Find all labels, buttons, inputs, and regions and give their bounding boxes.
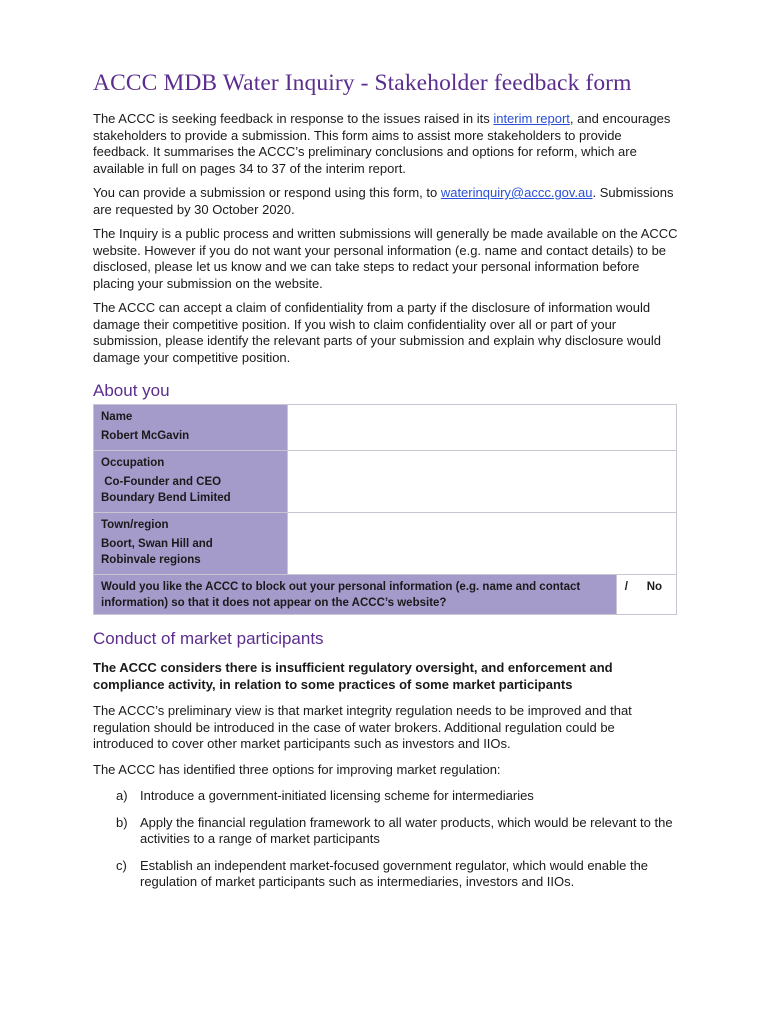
email-link[interactable]: waterinquiry@accc.gov.au [440,185,593,200]
about-you-table [93,404,677,615]
name-row [94,405,677,451]
conduct-paragraph-2: The ACCC has identified three options for improving market regulation: [93,761,501,777]
intro-paragraph-1 [93,111,678,177]
town-value-line-2[interactable]: Robinvale regions [101,554,201,566]
option-marker: a) [116,788,128,803]
privacy-row [94,575,677,615]
intro-paragraph-4: The ACCC can accept a claim of confidentiality from a party if the disclosure of information would damage their competitive position. If you wish to claim confidentiality over all or part of your submission, please identify the relevant parts of your submission and explain why disclosure would damage your competitive position. [93,300,661,365]
name-value[interactable]: Robert McGavin [101,430,190,442]
occupation-label: Occupation [101,457,165,469]
town-field[interactable] [288,513,677,575]
privacy-answer-value[interactable]: No [646,581,663,593]
occupation-value-line-1[interactable]: Co-Founder and CEO [101,476,222,488]
town-value-line-1[interactable]: Boort, Swan Hill and [101,538,213,550]
occupation-value-line-2[interactable]: Boundary Bend Limited [101,492,231,504]
option-marker: c) [116,857,127,873]
town-label: Town/region [101,519,169,531]
name-field[interactable] [288,405,677,451]
about-you-heading: About you [93,381,170,400]
intro-paragraph-2 [93,185,678,218]
option-item [93,815,678,848]
option-text: Establish an independent market-focused government regulator, which would enable the regulation of market participants such as intermediaries, investors and IIOs. [140,857,649,889]
name-label-cell [94,405,288,451]
conduct-lead-statement: The ACCC considers there is insufficient regulatory oversight, and enforcement and compliance activity, in relation to some practices of some market participants [93,660,613,692]
intro-text: You can provide a submission or respond using this form, to [93,185,441,200]
name-label: Name [101,411,133,423]
conduct-paragraph-1: The ACCC’s preliminary view is that market integrity regulation needs to be improved and that regulation should be introduced in the case of water brokers. Additional regulation could be introduced to cover other market participants such as investors and IIOs. [93,703,632,751]
option-item [93,858,678,891]
occupation-row [94,451,677,513]
intro-text: The ACCC is seeking feedback in response to the issues raised in its [93,111,494,126]
page-title: ACCC MDB Water Inquiry - Stakeholder feedback form [93,70,632,96]
intro-text: . Submissions are requested by 30 October 2020. [93,185,674,217]
occupation-label-cell [94,451,288,513]
privacy-answer-field[interactable] [616,575,676,615]
options-list [93,788,678,891]
option-text: Introduce a government-initiated licensing scheme for intermediaries [140,788,534,803]
town-row [94,513,677,575]
conduct-heading: Conduct of market participants [93,629,324,648]
intro-paragraph-3: The Inquiry is a public process and written submissions will generally be made available on the ACCC website. However if you do not want your personal information (e.g. name and contact details) to be disclosed, please let us know and we can take steps to redact your personal information before placing your submission on the website. [93,226,678,291]
option-text: Apply the financial regulation framework to all water products, which would be relevant to the activities to a range of market participants [140,814,673,846]
town-label-cell [94,513,288,575]
option-item [93,788,678,805]
privacy-question: Would you like the ACCC to block out your personal information (e.g. name and contact information) so that it does not appear on the ACCC’s website? [94,575,617,615]
option-marker: b) [116,814,128,830]
interim-report-link[interactable]: interim report [493,111,570,126]
yes-no-separator: / [624,581,628,593]
intro-text: , and encourages stakeholders to provide a submission. This form aims to assist more stakeholders to provide feedback. It summarises the ACCC’s preliminary conclusions and options for reform, which are available in full on pages 34 to 37 of the interim report. [93,111,671,176]
occupation-field[interactable] [288,451,677,513]
document-page [93,70,678,901]
